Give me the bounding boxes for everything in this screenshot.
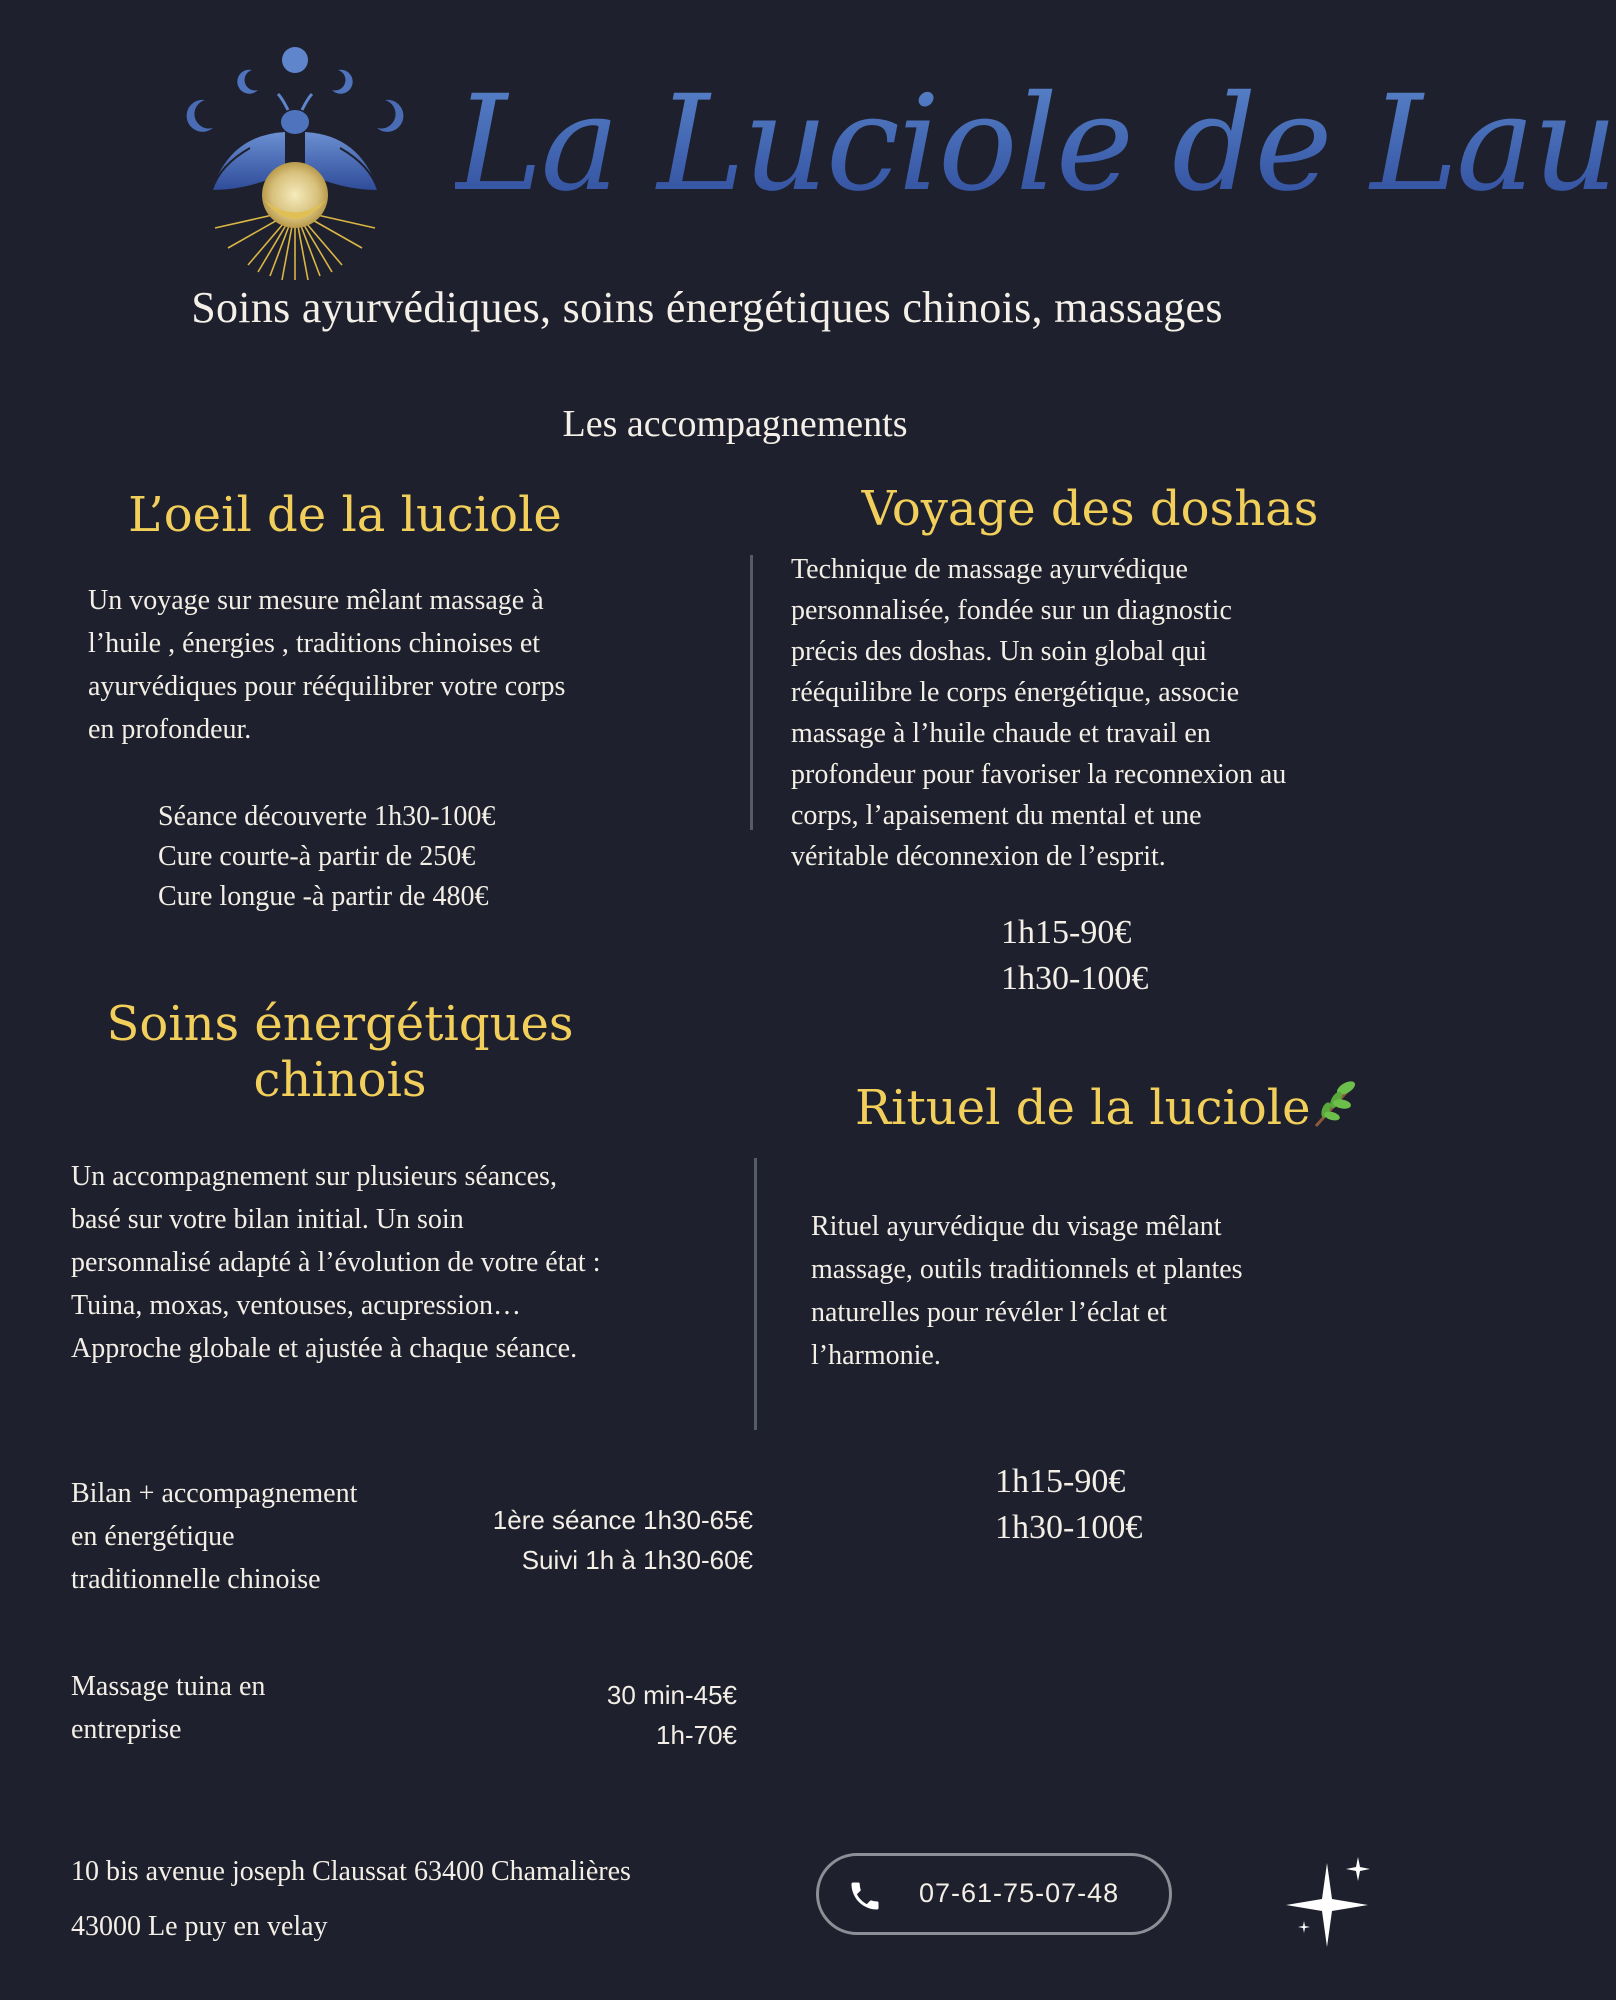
section-title: Les accompagnements [562,403,908,445]
subtitle: Soins ayurvédiques, soins énergétiques chinois, massages [191,283,1223,332]
rituel-title: Rituel de la luciole [855,1078,1335,1136]
tuina-label: Massage tuina en entreprise [71,1671,266,1745]
rituel-description: Rituel ayurvédique du visage mêlant massage, outils traditionnels et plantes naturelles pour révéler l’éclat et l’harmonie. [811,1211,1243,1371]
divider-top [750,555,753,830]
herb-icon [1310,1078,1360,1130]
bilan-label: Bilan + accompagnement en énergétique traditionnelle chinoise [71,1478,358,1595]
oeil-prices: Séance découverte 1h30-100€ Cure courte-à partir de 250€ Cure longue -à partir de 480€ [158,801,496,912]
bilan-prices: 1ère séance 1h30-65€ Suivi 1h à 1h30-60€ [492,1505,753,1575]
divider-bottom [754,1158,757,1430]
doshas-description: Technique de massage ayurvédique personnalisée, fondée sur un diagnostic précis des doshas. Un soin global qui rééquilibre le corps énergétique, associe massage à l’huile chaude et travail en profondeur pour favoriser la reconnexion au corps, l’apaisement du mental et une véritable déconnexion de l’esprit. [791,554,1287,872]
brand-title: La Luciole de Lau [455,67,1616,221]
oeil-title: L’oeil de la luciole [128,487,562,543]
phone-number: 07-61-75-07-48 [919,1878,1120,1908]
phone-button[interactable] [816,1853,1172,1935]
doshas-title: Voyage des doshas [861,481,1319,537]
sparkle-icon [1284,1855,1374,1945]
phone-icon [847,1878,883,1914]
chinois-title: Soins énergétiques chinois [106,996,574,1108]
oeil-description: Un voyage sur mesure mêlant massage à l’huile , énergies , traditions chinoises et ayurvédiques pour rééquilibrer votre corps en profondeur. [88,585,566,745]
tuina-prices: 30 min-45€ 1h-70€ [606,1680,737,1750]
doshas-prices: 1h15-90€ 1h30-100€ [1001,914,1149,997]
firefly-moon-logo [190,40,400,285]
chinois-description: Un accompagnement sur plusieurs séances, basé sur votre bilan initial. Un soin personnalisé adapté à l’évolution de votre état : Tuina, moxas, ventouses, acupression… Approche globale et ajustée à chaque séance. [71,1161,601,1364]
address: 10 bis avenue joseph Claussat 63400 Chamalières 43000 Le puy en velay [71,1856,631,1942]
rituel-prices: 1h15-90€ 1h30-100€ [995,1463,1143,1546]
